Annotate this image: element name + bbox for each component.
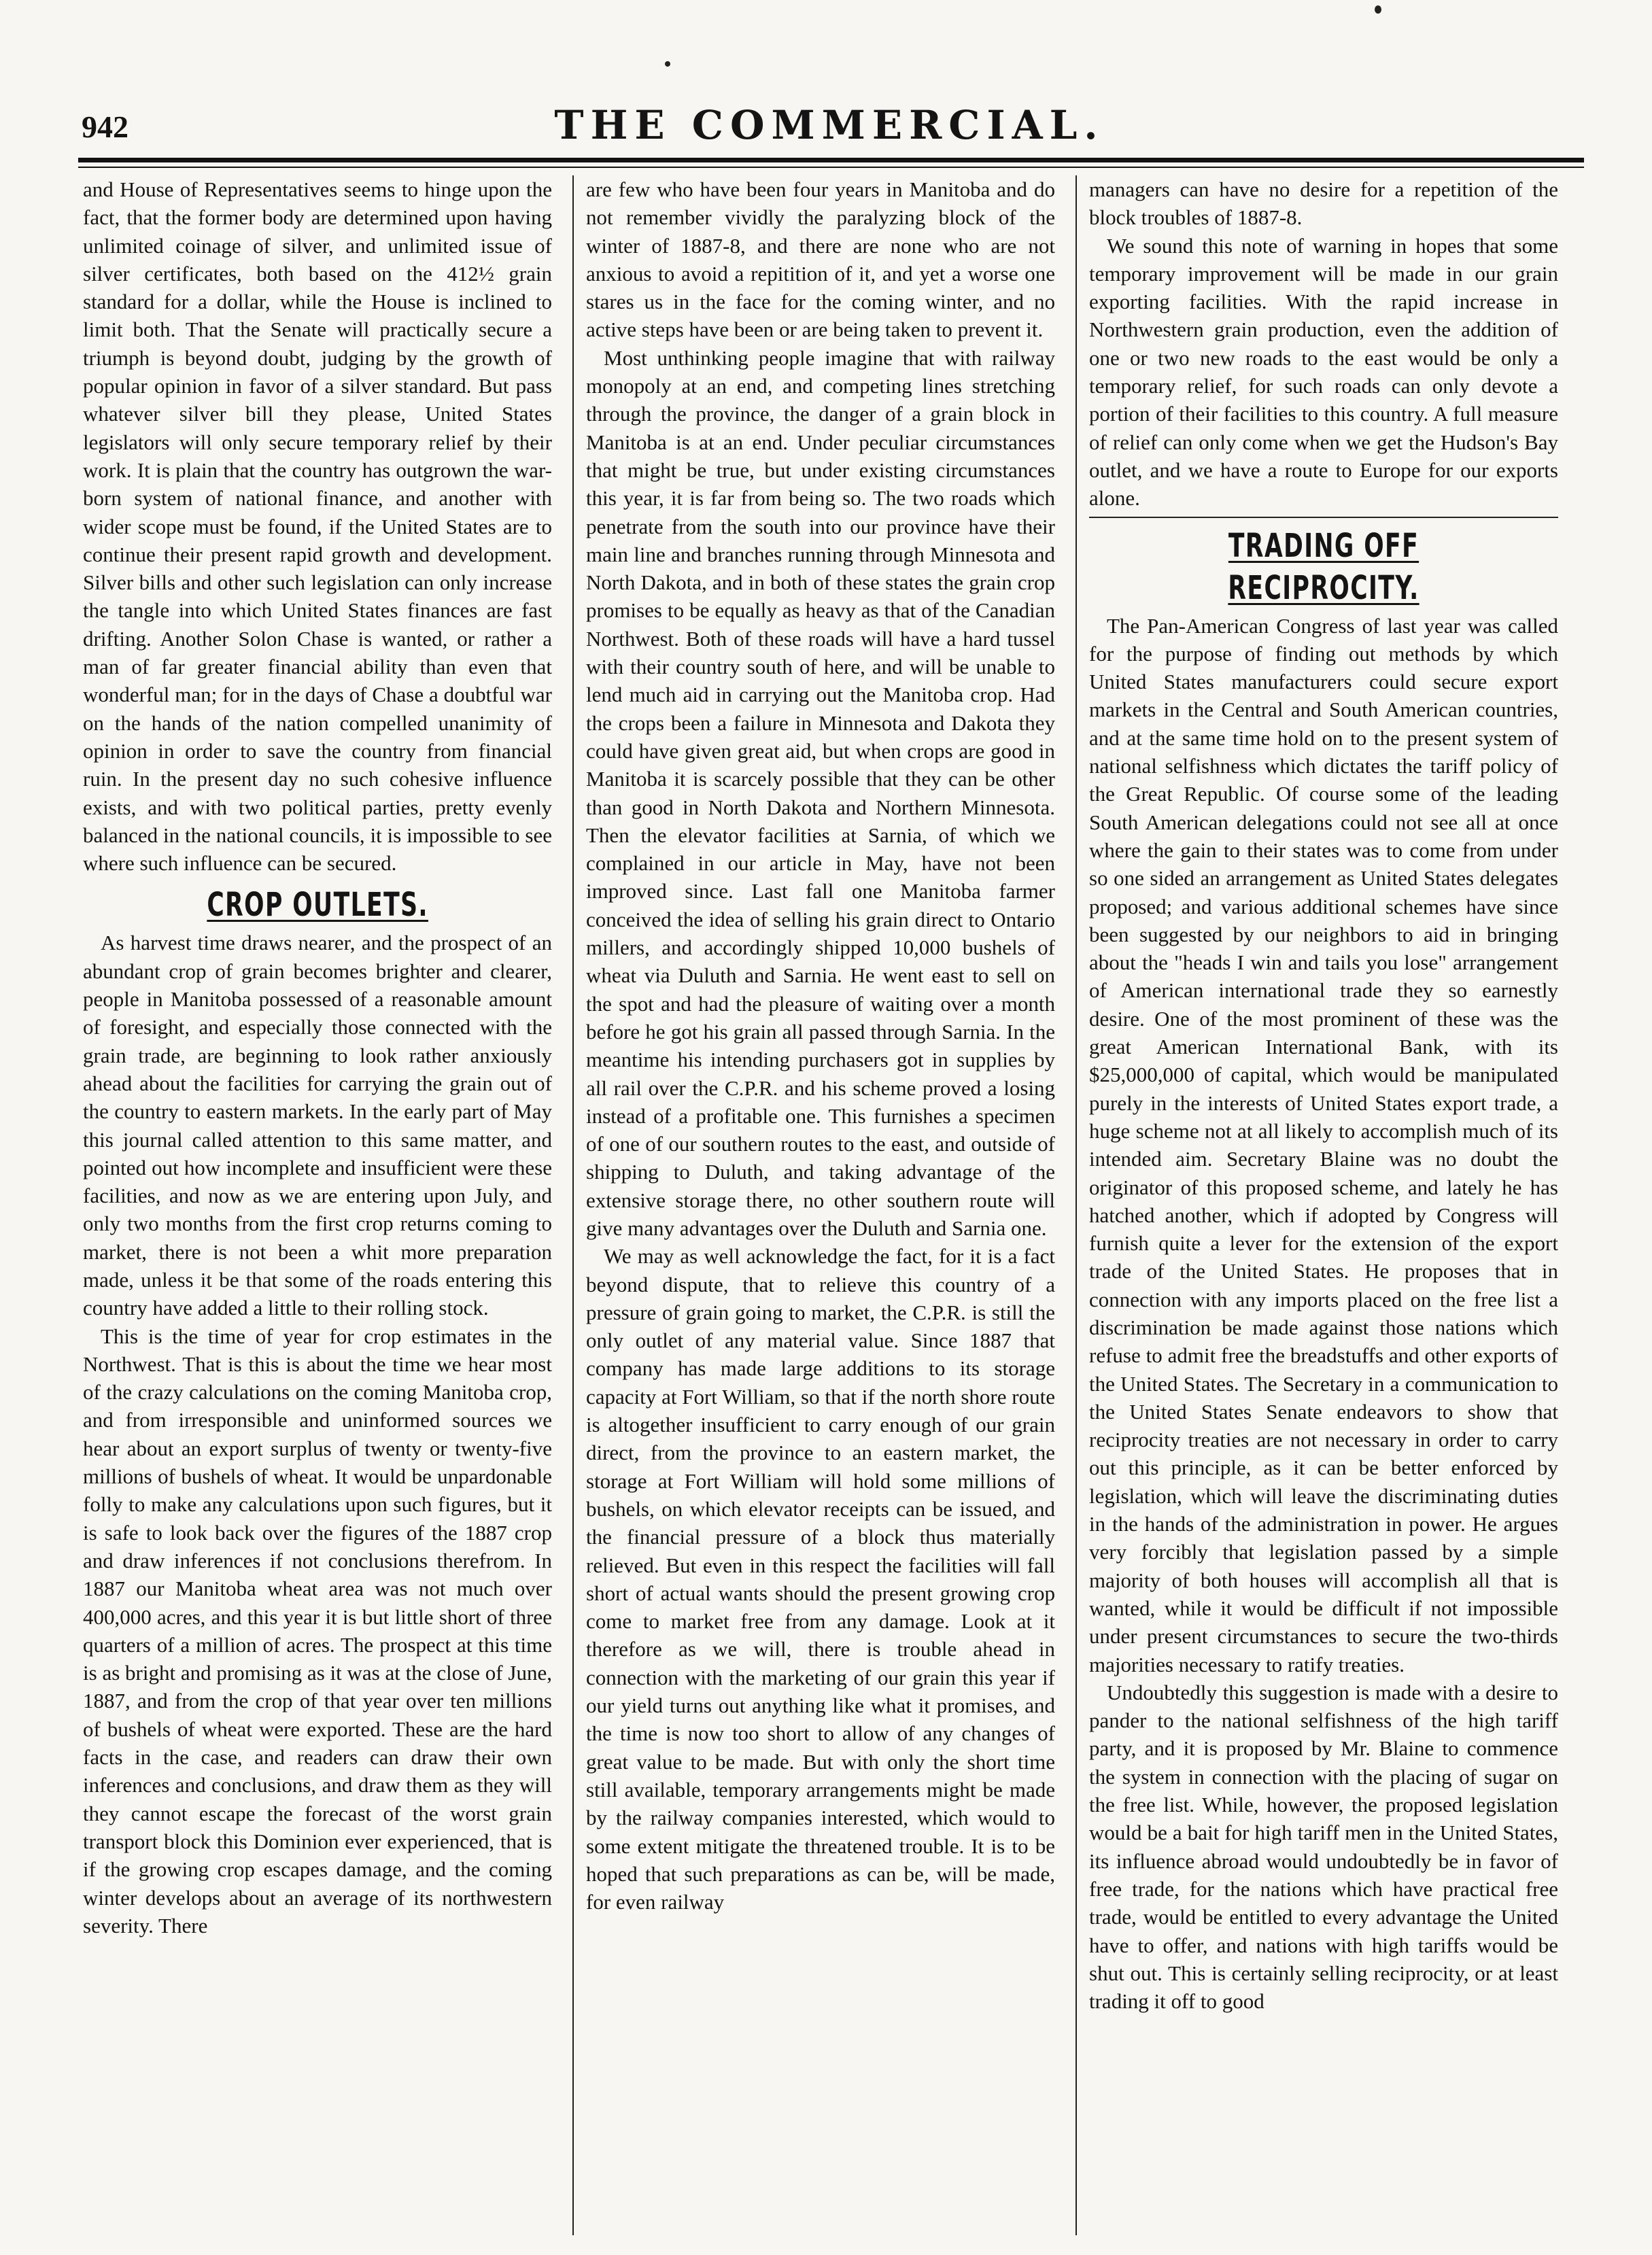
section-heading-crop-outlets xyxy=(83,884,552,926)
masthead xyxy=(82,102,1577,156)
article-paragraph: managers can have no desire for a repetition of the block troubles of 1887-8. xyxy=(1089,177,1558,230)
masthead-rule xyxy=(78,158,1584,162)
column-divider xyxy=(572,175,574,2235)
article-paragraph: We sound this note of warning in hopes that some temporary improvement will be made in our grain exporting facilities. With the rapid increase in Northwestern grain production, even the addition of one or two new roads to the east would be only a temporary relief, for such roads can only devote a portion of their facilities to this country. A full measure of relief can only come when we get the Hudson's Bay outlet, and we have a route to Europe for our exports alone. xyxy=(1089,233,1558,511)
column-2 xyxy=(586,175,1055,2235)
ink-speck xyxy=(665,61,670,67)
article-paragraph: The Pan-American Congress of last year was called for the purpose of finding out methods by which United States manufacturers could secure export markets in the Central and South American countries, and at the same time hold on to the present system of national selfishness which dictates the tariff policy of the Great Republic. Of course some of the leading South American delegations could not see all at once where the gain to their states was to come from under so one sided an arrangement as United States delegates proposed; and various additional schemes have since been suggested by our neighbors to aid in bringing about the "heads I win and tails you lose" arrangement of American international trade they so earnestly desire. One of the most prominent of these was the great American International Bank, with its $25,000,000 of capital, which would be manipulated purely in the interests of United States export trade, a huge scheme not at all likely to accomplish much of its intended aim. Secretary Blaine was no doubt the originator of this proposed scheme, and lately he has hatched another, which if adopted by Congress will furnish quite a lever for the extension of the export trade of the United States. He proposes that in connection with any imports placed on the free list a discrimination be made against those nations which refuse to admit free the breadstuffs and other exports of the United States. The Secretary in a communication to the United States Senate endeavors to show that reciprocity treaties are not necessary in order to carry out this principle, as it can be better enforced by legislation, which will leave the discriminating duties in the hands of the administration in power. He argues very forcibly that legislation passed by a simple majority of both houses will accomplish all that is wanted, while it would be difficult if not impossible under present circumstances to secure the two-thirds majorities necessary to ratify treaties. xyxy=(1089,613,1558,1676)
heading-text: CROP OUTLETS. xyxy=(207,886,428,925)
article-paragraph: and House of Representatives seems to hinge upon the fact, that the former body are determined upon having unlimited coinage of silver, and unlimited issue of silver certificates, both based on the 412½ grain standard for a dollar, while the House is inclined to limit both. That the Senate will practically secure a triumph is beyond doubt, judging by the growth of popular opinion in favor of a silver standard. But pass whatever silver bill they please, United States legislators will only secure temporary relief by their work. It is plain that the country has outgrown the war-born system of national finance, and another with wider scope must be found, if the United States are to continue their present rapid growth and development. Silver bills and other such legislation can only increase the tangle into which United States finances are fast drifting. Another Solon Chase is wanted, or rather a man of far greater financial ability than even that wonderful man; for in the days of Chase a doubtful war on the hands of the nation compelled unanimity of opinion in order to save the country from financial ruin. In the present day no such cohesive influence exists, and with two political parties, pretty evenly balanced in the national councils, it is impossible to see where such influence can be secured. xyxy=(83,177,552,876)
article-paragraph: Most unthinking people imagine that with railway monopoly at an end, and competing lines stretching through the province, the danger of a grain block in Manitoba is at an end. Under peculiar circumstances that might be true, but under existing circumstances this year, it is far from being so. The two roads which penetrate from the south into our province have their main line and branches running through Minnesota and North Dakota, and in both of these states the grain crop promises to be equally as heavy as that of the Canadian Northwest. Both of these roads will have a hard tussel with their country south of here, and will be unable to lend much aid in carrying out the Manitoba crop. Had the crops been a failure in Minnesota and Dakota they could have given great aid, but when crops are good in Manitoba it is scarcely possible that they can be other than good in North Dakota and Northern Minnesota. Then the elevator facilities at Sarnia, of which we complained in our article in May, have not been improved since. Last fall one Manitoba farmer conceived the idea of selling his grain direct to Ontario millers, and accordingly shipped 10,000 bushels of wheat via Duluth and Sarnia. He went east to sell on the spot and had the pleasure of waiting over a month before he got his grain all passed through Sarnia. In the meantime his intending purchasers got in supplies by all rail over the C.P.R. and his scheme proved a losing instead of a profitable one. This furnishes a specimen of one of our southern routes to the east, and outside of shipping to Duluth, and taking advantage of the extensive storage there, no other southern route will give many advantages over the Duluth and Sarnia one. xyxy=(586,345,1055,1240)
page-number: 942 xyxy=(82,109,128,144)
column-3 xyxy=(1089,175,1558,2235)
ink-speck xyxy=(1375,5,1381,14)
section-heading-trading-off-reciprocity xyxy=(1089,525,1558,609)
article-paragraph: As harvest time draws nearer, and the prospect of an abundant crop of grain becomes brighter and clearer, people in Manitoba possessed of a reasonable amount of foresight, and especially those connected with the grain trade, are beginning to look rather anxiously ahead about the facilities for carrying the grain out of the country to eastern markets. In the early part of May this journal called attention to this same matter, and pointed out how incomplete and insufficient were these facilities, and now as we are entering upon July, and only two months from the first crop returns coming to market, there is not been a whit more preparation made, unless it be that some of the roads entering this country have added a little to their rolling stock. xyxy=(83,931,552,1320)
article-paragraph: are few who have been four years in Manitoba and do not remember vividly the paralyzing block of the winter of 1887-8, and there are none who are not anxious to avoid a repitition of it, and yet a worse one stares us in the face for the coming winter, and no active steps have been or are being taken to prevent it. xyxy=(586,177,1055,342)
column-divider xyxy=(1075,175,1077,2235)
article-paragraph: We may as well acknowledge the fact, for it is a fact beyond dispute, that to relieve this country of a pressure of grain going to market, the C.P.R. is still the only outlet of any material value. Since 1887 that company has made large additions to its storage capacity at Fort William, so that if the north shore route is altogether insufficient to carry enough of our grain direct, from the province to an eastern market, the storage at Fort William will hold some millions of bushels, on which elevator receipts can be issued, and the financial pressure of a block thus materially relieved. But even in this respect the facilities will fall short of actual wants should the present growing crop come to market free from any damage. Look at it therefore as we will, there is trouble ahead in connection with the marketing of our grain this year if our yield turns out anything like what it promises, and the time is now too short to allow of any changes of great value to be made. But with only the short time still available, temporary arrangements might be made by the railway companies interested, which would to some extent mitigate the threatened trouble. It is to be hoped that such preparations as can be, will be made, for even railway xyxy=(586,1244,1055,1914)
column-1 xyxy=(83,175,552,2235)
masthead-rule-thin xyxy=(78,167,1584,168)
article-paragraph: Undoubtedly this suggestion is made with a desire to pander to the national selfishness of the high tariff party, and it is proposed by Mr. Blaine to commence the system in connection with the placing of sugar on the free list. While, however, the proposed legislation would be a bait for high tariff men in the United States, its influence abroad would undoubtedly be in favor of free trade, for the nations which have practical free trade, would be entitled to every advantage the United have to offer, and nations with high tariffs would be shut out. This is certainly selling reciprocity, or at least trading it off to good xyxy=(1089,1680,1558,2014)
newspaper-title: THE COMMERCIAL. xyxy=(554,102,1105,148)
heading-text: TRADING OFF RECIPROCITY. xyxy=(1228,526,1419,607)
article-paragraph: This is the time of year for crop estimates in the Northwest. That is this is about the time we hear most of the crazy calculations on the coming Manitoba crop, and from irresponsible and uninformed sources we hear about an export surplus of twenty or twenty-five millions of bushels of wheat. It would be unpardonable folly to make any calculations upon such figures, but it is safe to look back over the figures of the 1887 crop and draw inferences if not conclusions therefrom. In 1887 our Manitoba wheat area was not much over 400,000 acres, and this year it is but little short of three quarters of a million of acres. The prospect at this time is as bright and promising as it was at the close of June, 1887, and from the crop of that year over ten millions of bushels of wheat were exported. These are the hard facts in the case, and readers can draw their own inferences and conclusions, and draw them as they will they cannot escape the forecast of the worst grain transport block this Dominion ever experienced, that is if the growing crop escapes damage, and the coming winter develops about an average of its northwestern severity. There xyxy=(83,1324,552,1938)
section-divider xyxy=(1089,517,1558,518)
